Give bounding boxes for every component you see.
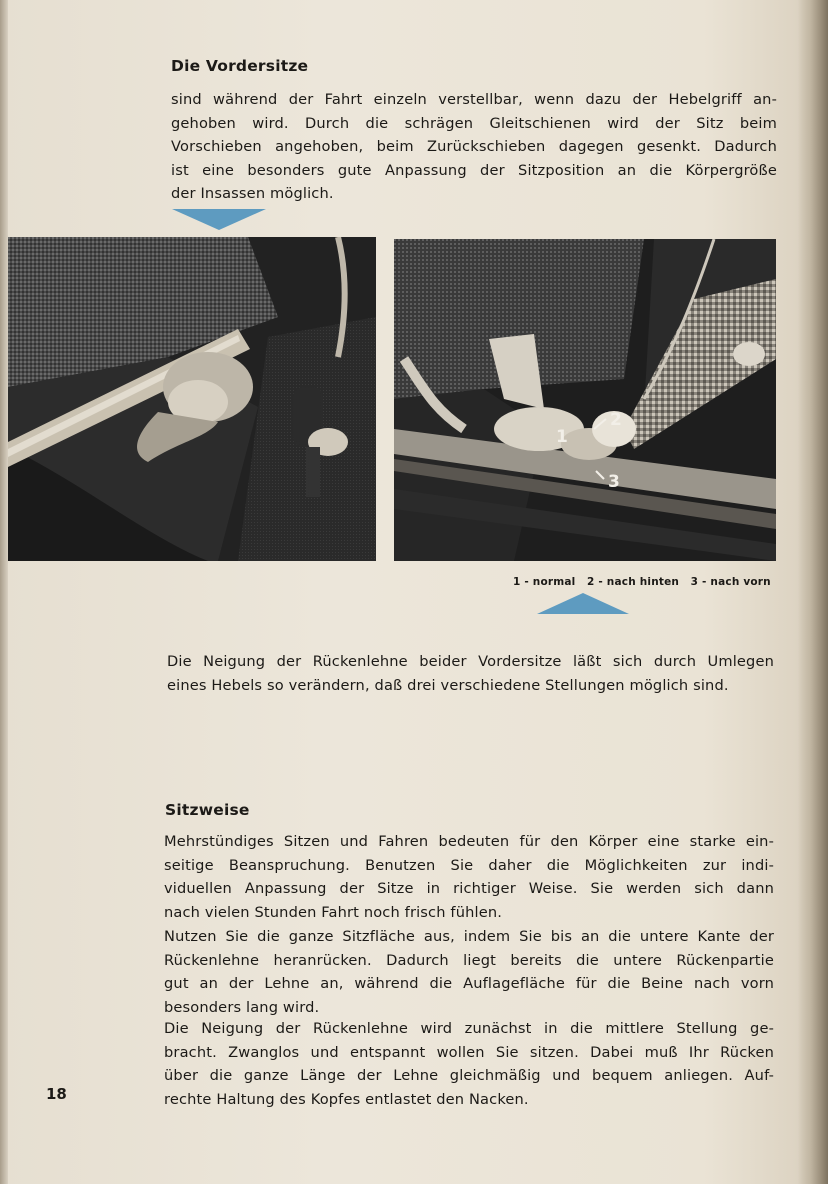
paragraph-sitzweise-1	[164, 830, 774, 924]
text-line: Rückenlehne heranrücken. Dadurch liegt bereits die untere Rückenpartie	[164, 951, 774, 969]
photo-marker-1: 1	[556, 427, 568, 447]
photo-caption: 1 - normal 2 - nach hinten 3 - nach vorn	[513, 576, 771, 588]
text-line: über die ganze Länge der Lehne gleichmäßig und bequem anliegen. Auf-	[164, 1067, 774, 1084]
text-line: eines Hebels so verändern, daß drei verschiedene Stellungen möglich sind.	[167, 676, 729, 694]
paragraph-vordersitze	[171, 88, 777, 206]
photo-seat-rail-adjustment	[394, 239, 776, 561]
text-line: bracht. Zwanglos und entspannt wollen Sie sitzen. Dabei muß Ihr Rücken	[164, 1043, 774, 1061]
arrow-down-icon	[172, 209, 266, 230]
photo-seat-lever	[8, 237, 376, 561]
paragraph-sitzweise-2	[164, 925, 774, 1019]
text-line: gehoben wird. Durch die schrägen Gleitschienen wird der Sitz beim	[171, 114, 777, 132]
text-line: besonders lang wird.	[164, 998, 320, 1016]
section-heading-sitzweise: Sitzweise	[165, 801, 250, 819]
text-line: viduellen Anpassung der Sitze in richtiger Weise. Sie werden sich dann	[164, 880, 774, 897]
page-left-edge	[0, 0, 8, 1184]
text-line: gut an der Lehne an, während die Auflagefläche für die Beine nach vorn	[164, 975, 774, 992]
text-line: der Insassen möglich.	[171, 185, 334, 202]
text-line: Die Neigung der Rückenlehne beider Vordersitze läßt sich durch Umlegen	[167, 653, 774, 670]
arrow-up-icon	[537, 593, 629, 614]
text-line: rechte Haltung des Kopfes entlastet den Nacken.	[164, 1090, 529, 1108]
text-line: sind während der Fahrt einzeln verstellbar, wenn dazu der Hebelgriff an-	[171, 91, 777, 108]
page-binding-shadow	[798, 0, 828, 1184]
paragraph-rueckenlehne	[167, 650, 774, 697]
page-number: 18	[46, 1085, 67, 1103]
section-heading-vordersitze: Die Vordersitze	[171, 57, 309, 75]
text-line: Vorschieben angehoben, beim Zurückschieben dagegen gesenkt. Dadurch	[171, 138, 777, 155]
text-line: ist eine besonders gute Anpassung der Sitzposition an die Körpergröße	[171, 161, 777, 179]
text-line: Mehrstündiges Sitzen und Fahren bedeuten für den Körper eine starke ein-	[164, 833, 774, 850]
text-line: Die Neigung der Rückenlehne wird zunächst in die mittlere Stellung ge-	[164, 1020, 774, 1037]
text-line: seitige Beanspruchung. Benutzen Sie daher die Möglichkeiten zur indi-	[164, 856, 774, 874]
paragraph-sitzweise-3	[164, 1017, 774, 1111]
text-line: Nutzen Sie die ganze Sitzfläche aus, indem Sie bis an die untere Kante der	[164, 928, 774, 945]
photo-marker-2: 2	[610, 410, 622, 430]
photo-marker-3: 3	[608, 472, 620, 492]
text-line: nach vielen Stunden Fahrt noch frisch fühlen.	[164, 903, 503, 921]
